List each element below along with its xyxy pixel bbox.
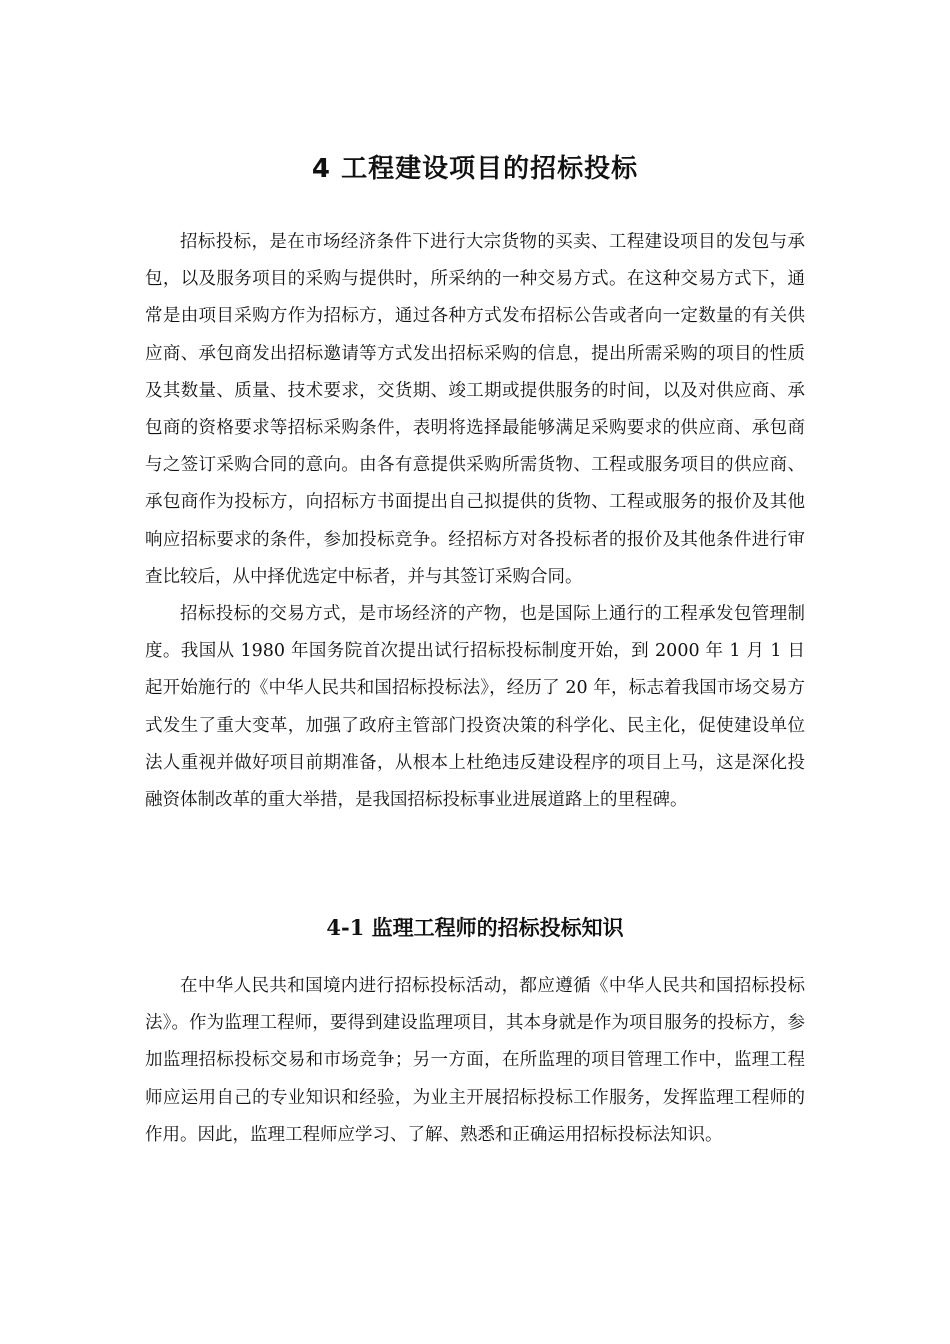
page-title: 4 工程建设项目的招标投标 [311,154,639,184]
paragraph: 招标投标，是在市场经济条件下进行大宗货物的买卖、工程建设项目的发包与承包，以及服务项目的采购与提供时，所采纳的一种交易方式。在这种交易方式下，通常是由项目采购方作为招标方，通过各种方式发布招标公告或者向一定数量的有关供应商、承包商发出招标邀请等方式发出招标采购的信息，提出所需采购的项目的性质及其数量、质量、技术要求，交货期、竣工期或提供服务的时间，以及对供应商、承包商的资格要求等招标采购条件，表明将选择最能够满足采购要求的供应商、承包商与之签订采购合同的意向。由各有意提供采购所需货物、工程或服务项目的供应商、承包商作为投标方，向招标方书面提出自己拟提供的货物、工程或服务的报价及其他响应招标要求的条件，参加投标竞争。经招标方对各投标者的报价及其他条件进行审查比较后，从中择优选定中标者，并与其签订采购合同。 [145,232,805,587]
paragraph: 在中华人民共和国境内进行招标投标活动，都应遵循《中华人民共和国招标投标法》。作为监理工程师，要得到建设监理项目，其本身就是作为项目服务的投标方，参加监理招标投标交易和市场竞争；另一方面，在所监理的项目管理工作中，监理工程师应运用自己的专业知识和经验，为业主开展招标投标工作服务，发挥监理工程师的作用。因此，监理工程师应学习、了解、熟悉和正确运用招标投标法知识。 [145,976,805,1145]
section-body [145,224,805,819]
paragraph: 招标投标的交易方式，是市场经济的产物，也是国际上通行的工程承发包管理制度。我国从 1980 年国务院首次提出试行招标投标制度开始，到 2000 年 1 月 1 日起开始施行的《中华人民共和国招标投标法》，经历了 20 年，标志着我国市场交易方式发生了重大变革，加强了政府主管部门投资决策的科学化、民主化，促使建设单位法人重视并做好项目前期准备，从根本上杜绝违反建设程序的项目上马，这是深化投融资体制改革的重大举措，是我国招标投标事业进展道路上的里程碑。 [145,604,805,811]
section-body [145,968,805,1154]
section-heading: 4-1 监理工程师的招标投标知识 [326,915,624,940]
